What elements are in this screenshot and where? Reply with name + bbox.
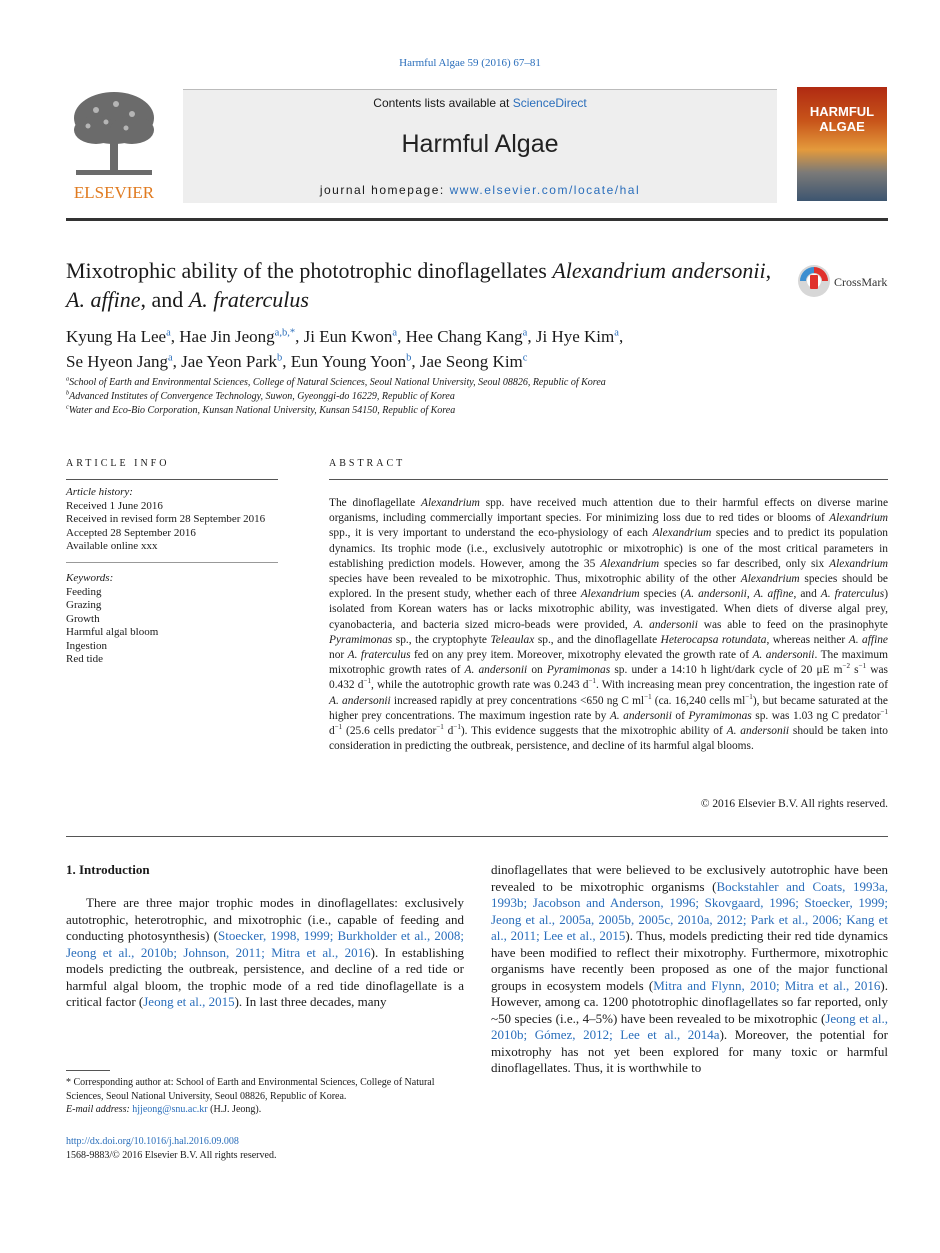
author-list: Kyung Ha Lee$^a$, Hae Jin Jeong$^{a,b,*}$, Ji Eun Kwon$^a$, Hee Chang Kang$^a$, Ji Hye Kim$^a$, Se Hyeon Jang$^a$, Jae Yeon Park$^b$, Eun Young Yoon$^b$, Jae Seong Kim$^c$ [66, 327, 624, 371]
author: Ji Hye Kim$^a$ [535, 327, 619, 346]
homepage-link[interactable]: www.elsevier.com/locate/hal [449, 183, 641, 197]
article-info-heading: ARTICLE INFO [66, 458, 170, 469]
intro-paragraph-left: There are three major trophic modes in dinoflagellates: exclusively autotrophic, heterotrophic, and mixotrophic (i.e., capable of feeding and conducting photosynthesis) (Stoecker, 1998, 1999; Burkholder et al., 2008; Jeong et al., 2010b; Johnson, 2011; Mitra et al., 2016). In establishing models predicting the outbreak, persistence, and decline of a red tide or harmful algal bloom, the trophic mode of a red tide dinoflagellate is a critical factor (Jeong et al., 2015). In last three decades, many [66, 895, 464, 1009]
affiliation-c: $^c$Water and Eco-Bio Corporation, Kunsan National University, Kunsan 54150, Republic of Korea [66, 403, 456, 416]
history-item: Available online xxx [66, 540, 158, 552]
abstract-copyright: © 2016 Elsevier B.V. All rights reserved. [700, 798, 888, 810]
elsevier-wordmark: ELSEVIER [73, 183, 155, 202]
footnote [66, 1076, 464, 1117]
author: Kyung Ha Lee$^a$ [66, 327, 171, 346]
author: Jae Yeon Park$^b$ [181, 352, 283, 371]
title-plain: Mixotrophic ability of the phototrophic dinoflagellates [66, 258, 553, 283]
title-sep-2: , and [140, 287, 189, 312]
author: Hae Jin Jeong$^{a,b,*}$ [179, 327, 296, 346]
doi-block [66, 1135, 464, 1162]
author: Se Hyeon Jang$^a$ [66, 352, 173, 371]
crossmark-label: CrossMark [834, 275, 888, 289]
author: Jae Seong Kim$^c$ [419, 352, 528, 371]
keyword: Grazing [66, 599, 102, 611]
introduction-heading: 1. Introduction [66, 862, 150, 877]
cover-title-line2: ALGAE [819, 119, 865, 134]
journal-title: Harmful Algae [401, 130, 559, 158]
keyword: Ingestion [66, 639, 107, 652]
title-species-1: Alexandrium andersonii [552, 258, 766, 283]
info-separator [66, 562, 278, 563]
email-suffix: (H.J. Jeong). [207, 1104, 262, 1115]
sciencedirect-link[interactable]: ScienceDirect [512, 96, 587, 110]
keyword: Feeding [66, 585, 102, 598]
doi-link[interactable]: http://dx.doi.org/10.1016/j.hal.2016.09.008 [66, 1136, 239, 1147]
affiliation-b: $^b$Advanced Institutes of Convergence Technology, Suwon, Gyeonggi-do 16229, Republic of Korea [66, 389, 455, 402]
title-species-3: A. fraterculus [188, 287, 309, 312]
history-item: Accepted 28 September 2016 [66, 526, 196, 539]
email-label: E-mail address: [66, 1104, 133, 1115]
history-heading: Article history: [66, 486, 133, 498]
abstract-bottom-rule [66, 836, 888, 837]
history-item: Received in revised form 28 September 2016 [66, 513, 266, 525]
article-title [66, 256, 786, 314]
history-item: Received 1 June 2016 [66, 499, 163, 512]
keyword: Growth [66, 612, 100, 625]
author: Hee Chang Kang$^a$ [405, 327, 528, 346]
intro-paragraph-right: dinoflagellates that were believed to be exclusively autotrophic have been revealed to be mixotrophic organisms (Bockstahler and Coats, 1993a, 1993b; Jacobson and Anderson, 1996; Skovgaard, 1996; Stoecker, 1999; Jeong et al., 2005a, 2005b, 2005c, 2010a, 2012; Park et al., 2006; Kang et al., 2011; Lee et al., 2015). Thus, models predicting their red tide dynamics have been modified to reflect their mixotrophy. Furthermore, mixotrophic organisms have recently been proposed as one of the major functional groups in ecosystem models (Mitra and Flynn, 2010; Mitra et al., 2016). However, among ca. 1200 phototrophic dinoflagellates so far reported, only ~50 species (i.e., 4–5%) have been revealed to be mixotrophic (Jeong et al., 2010b; Gómez, 2012; Lee et al., 2014a). Moreover, the potential for mixotrophy has not yet been explored for many toxic or harmful dinoflagellates. Thus, it is worthwhile to [491, 862, 889, 1075]
corresponding-author-note: * Corresponding author at: School of Earth and Environmental Sciences, College of Natural Sciences, Seoul National University, Seoul 08826, Republic of Korea. [66, 1077, 435, 1102]
crossmark-badge[interactable] [796, 263, 896, 303]
abstract-rule [329, 479, 888, 480]
keywords-block [66, 572, 286, 667]
abstract-heading: ABSTRACT [329, 458, 406, 469]
homepage-prefix: journal homepage: [319, 183, 450, 197]
author: Ji Eun Kwon$^a$ [303, 327, 398, 346]
title-sep-1: , [765, 258, 772, 283]
issn-line: 1568-9883/© 2016 Elsevier B.V. All rights reserved. [66, 1149, 277, 1161]
journal-homepage-line [183, 183, 777, 197]
author: Eun Young Yoon$^b$ [290, 352, 412, 371]
title-species-2: A. affine [66, 287, 141, 312]
elsevier-logo [66, 88, 162, 202]
cover-title-line1: HARMFUL [809, 104, 875, 119]
article-info-rule [66, 479, 278, 480]
footnote-rule [66, 1070, 110, 1071]
header-divider [66, 218, 888, 221]
contents-prefix: Contents lists available at [373, 96, 513, 110]
keywords-heading: Keywords: [66, 572, 114, 584]
keyword: Red tide [66, 653, 103, 665]
affiliation-a: $^a$School of Earth and Environmental Sciences, College of Natural Sciences, Seoul National University, Seoul 08826, Republic of Korea [66, 375, 606, 388]
article-history [66, 486, 286, 554]
journal-citation[interactable]: Harmful Algae 59 (2016) 67–81 [399, 57, 541, 69]
abstract-body: The dinoflagellate Alexandrium spp. have received much attention due to their harmful effects on diverse marine organisms, including commercially important species. For minimizing loss due to red tides or blooms of Alexandrium spp., it is very important to understand the eco-physiology of each Alexandrium species and to predict its population dynamics. Its trophic mode (i.e., exclusively autotrophic or mixotrophic) is one of the most critical parameters in establishing prediction models. However, among the 35 Alexandrium species so far described, only six Alexandrium species have been revealed to be mixotrophic. Thus, mixotrophic ability of the other Alexandrium species should be explored. In the present study, whether each of three Alexandrium species (A. andersonii, A. affine, and A. fraterculus) isolated from Korean waters has or lacks mixotrophic ability, was investigated. When diets of diverse algal prey, cyanobacteria, and bacteria sized micro-beads were provided, A. andersonii was able to feed on the prasinophyte Pyramimonas sp., the cryptophyte Teleaulax sp., and the dinoflagellate Heterocapsa rotundata, whereas neither A. affine nor A. fraterculus fed on any prey item. Moreover, mixotrophy elevated the growth rate of A. andersonii. The maximum mixotrophic growth rates of A. andersonii on Pyramimonas sp. under a 14:10 h light/dark cycle of 20 μE $m^{-2}$ $s^{-1}$ was 0.432 $d^{-1}$, while the autotrophic growth rate was 0.243 $d^{-1}$. With increasing mean prey concentration, the ingestion rate of A. andersonii increased rapidly at prey concentrations <650 ng C $ml^{-1}$ (ca. 16,240 cells $ml^{-1}$), but became saturated at the higher prey concentrations. The maximum ingestion rate by A. andersonii of Pyramimonas sp. was 1.03 ng C predator$^{-1}$ $d^{-1}$ (25.6 cells predator$^{-1}$ $d^{-1}$). This evidence suggests that the mixotrophic ability of A. andersonii should be taken into consideration in predicting the outbreak, persistence, and decline of its harmful algal blooms. [329, 497, 889, 753]
email-link[interactable]: hjjeong@snu.ac.kr [132, 1104, 208, 1115]
keyword: Harmful algal bloom [66, 626, 159, 638]
contents-line [183, 96, 777, 110]
